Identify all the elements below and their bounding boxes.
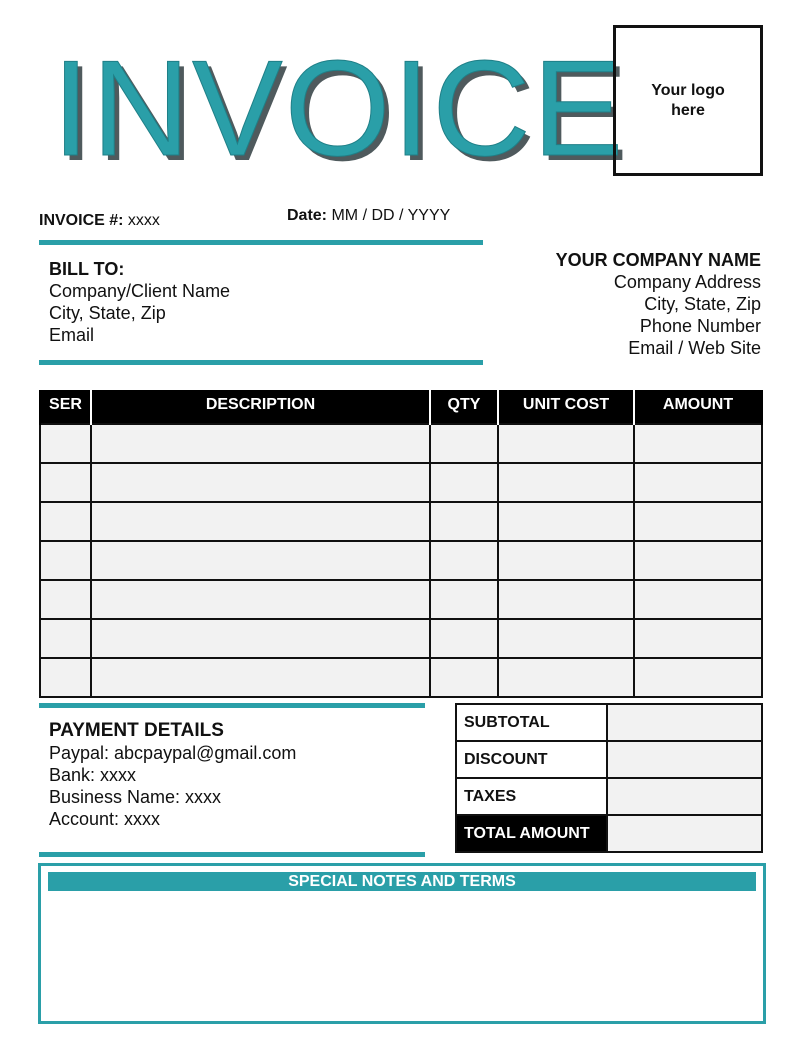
cell-amount[interactable] bbox=[634, 541, 762, 580]
cell-unit-cost[interactable] bbox=[498, 502, 634, 541]
cell-qty[interactable] bbox=[430, 463, 498, 502]
discount-value[interactable] bbox=[607, 741, 762, 778]
company-name[interactable]: YOUR COMPANY NAME bbox=[555, 250, 761, 270]
cell-qty[interactable] bbox=[430, 619, 498, 658]
table-row bbox=[40, 463, 762, 502]
cell-description[interactable] bbox=[91, 619, 430, 658]
cell-qty[interactable] bbox=[430, 424, 498, 463]
payment-business-name[interactable]: Business Name: xxxx bbox=[49, 787, 222, 807]
company-address[interactable]: Company Address bbox=[613, 272, 761, 292]
payment-bottom-divider bbox=[39, 852, 425, 857]
cell-description[interactable] bbox=[91, 658, 430, 697]
logo-placeholder-text: Your logo here bbox=[651, 81, 725, 119]
cell-ser[interactable] bbox=[40, 580, 91, 619]
special-notes-body[interactable] bbox=[51, 898, 753, 1013]
cell-description[interactable] bbox=[91, 541, 430, 580]
cell-description[interactable] bbox=[91, 580, 430, 619]
cell-amount[interactable] bbox=[634, 580, 762, 619]
payment-top-divider bbox=[39, 703, 425, 708]
payment-paypal[interactable]: Paypal: abcpaypal@gmail.com bbox=[49, 743, 297, 763]
table-row bbox=[40, 580, 762, 619]
table-row bbox=[40, 658, 762, 697]
cell-unit-cost[interactable] bbox=[498, 580, 634, 619]
header-amount: AMOUNT bbox=[634, 390, 762, 424]
bill-to-city-state-zip[interactable]: City, State, Zip bbox=[49, 303, 166, 323]
bill-to-heading: BILL TO: bbox=[49, 259, 125, 279]
company-phone[interactable]: Phone Number bbox=[639, 316, 761, 336]
cell-amount[interactable] bbox=[634, 658, 762, 697]
header-ser: SER bbox=[40, 390, 91, 424]
cell-ser[interactable] bbox=[40, 463, 91, 502]
special-notes-box[interactable] bbox=[38, 863, 766, 1024]
cell-qty[interactable] bbox=[430, 541, 498, 580]
cell-unit-cost[interactable] bbox=[498, 463, 634, 502]
subtotal-value[interactable] bbox=[607, 704, 762, 741]
company-city-state-zip[interactable]: City, State, Zip bbox=[644, 294, 761, 314]
company-email-website[interactable]: Email / Web Site bbox=[628, 338, 761, 358]
special-notes-heading: SPECIAL NOTES AND TERMS bbox=[48, 872, 756, 891]
payment-account[interactable]: Account: xxxx bbox=[49, 809, 161, 829]
totals-row-subtotal bbox=[456, 704, 762, 741]
bill-to-bottom-divider bbox=[39, 360, 483, 365]
cell-amount[interactable] bbox=[634, 424, 762, 463]
cell-unit-cost[interactable] bbox=[498, 541, 634, 580]
payment-bank[interactable]: Bank: xxxx bbox=[49, 765, 137, 785]
cell-amount[interactable] bbox=[634, 502, 762, 541]
cell-qty[interactable] bbox=[430, 580, 498, 619]
cell-description[interactable] bbox=[91, 463, 430, 502]
totals-table bbox=[455, 703, 763, 853]
bill-to-client-name[interactable]: Company/Client Name bbox=[49, 281, 231, 301]
table-row bbox=[40, 502, 762, 541]
cell-unit-cost[interactable] bbox=[498, 619, 634, 658]
invoice-number bbox=[39, 212, 160, 230]
cell-description[interactable] bbox=[91, 424, 430, 463]
totals-row-discount bbox=[456, 741, 762, 778]
cell-qty[interactable] bbox=[430, 502, 498, 541]
bill-to-email[interactable]: Email bbox=[49, 325, 95, 345]
cell-ser[interactable] bbox=[40, 424, 91, 463]
cell-unit-cost[interactable] bbox=[498, 658, 634, 697]
items-header-row bbox=[40, 390, 762, 424]
total-amount-label: TOTAL AMOUNT bbox=[456, 815, 607, 852]
subtotal-label: SUBTOTAL bbox=[456, 704, 607, 741]
cell-ser[interactable] bbox=[40, 502, 91, 541]
cell-qty[interactable] bbox=[430, 658, 498, 697]
cell-description[interactable] bbox=[91, 502, 430, 541]
invoice-date bbox=[287, 207, 450, 225]
total-amount-value[interactable] bbox=[607, 815, 762, 852]
invoice-title: INVOICE bbox=[52, 32, 626, 184]
payment-section bbox=[49, 720, 296, 830]
cell-ser[interactable] bbox=[40, 619, 91, 658]
table-row bbox=[40, 619, 762, 658]
taxes-label: TAXES bbox=[456, 778, 607, 815]
header-description: DESCRIPTION bbox=[91, 390, 430, 424]
totals-row-taxes bbox=[456, 778, 762, 815]
company-section bbox=[556, 249, 761, 359]
cell-unit-cost[interactable] bbox=[498, 424, 634, 463]
table-row bbox=[40, 541, 762, 580]
table-row bbox=[40, 424, 762, 463]
taxes-value[interactable] bbox=[607, 778, 762, 815]
invoice-number-label: INVOICE #: bbox=[39, 212, 124, 229]
invoice-date-label: Date: bbox=[287, 207, 328, 224]
items-table bbox=[39, 390, 763, 698]
invoice-date-value[interactable]: MM / DD / YYYY bbox=[331, 207, 451, 224]
discount-label: DISCOUNT bbox=[456, 741, 607, 778]
cell-amount[interactable] bbox=[634, 463, 762, 502]
cell-ser[interactable] bbox=[40, 541, 91, 580]
header-qty: QTY bbox=[430, 390, 498, 424]
logo-placeholder[interactable] bbox=[613, 25, 763, 176]
cell-amount[interactable] bbox=[634, 619, 762, 658]
bill-to-section bbox=[49, 258, 230, 346]
invoice-number-value[interactable]: xxxx bbox=[127, 212, 160, 229]
totals-row-total bbox=[456, 815, 762, 852]
bill-to-top-divider bbox=[39, 240, 483, 245]
payment-heading: PAYMENT DETAILS bbox=[49, 720, 224, 741]
header-unit-cost: UNIT COST bbox=[498, 390, 634, 424]
cell-ser[interactable] bbox=[40, 658, 91, 697]
